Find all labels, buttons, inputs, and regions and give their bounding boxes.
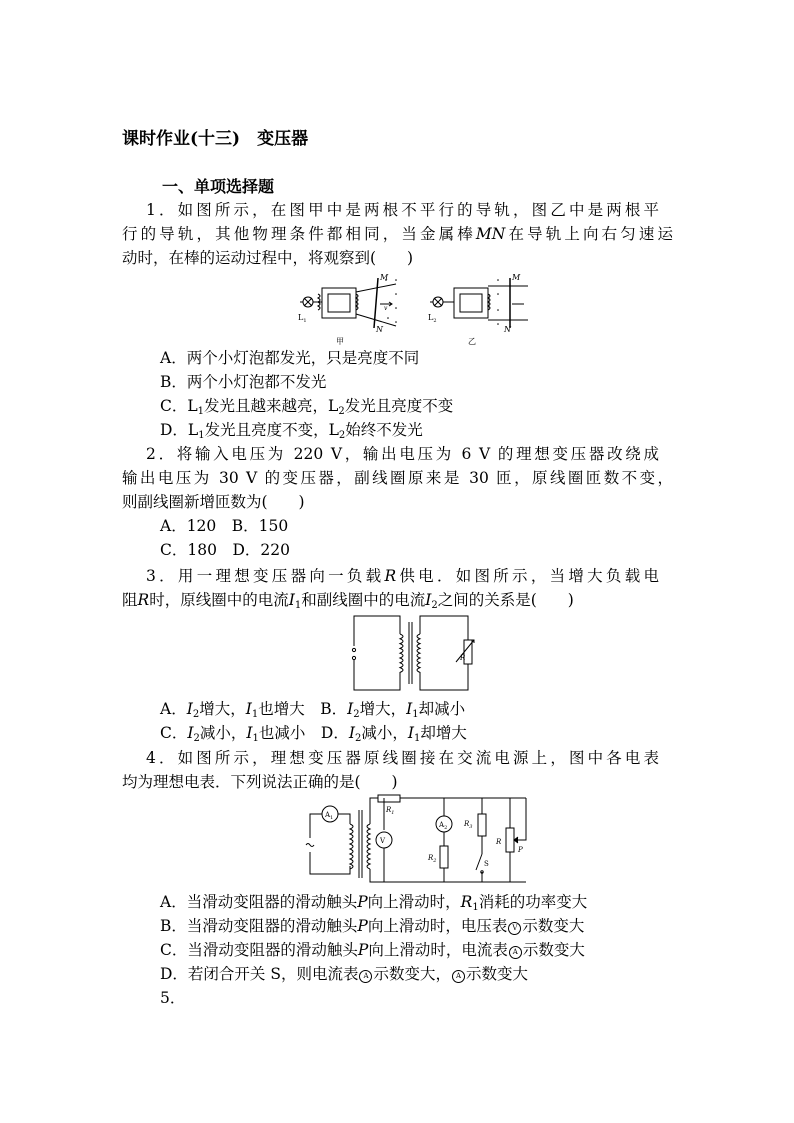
fig-label-r2: R <box>428 854 434 862</box>
terminal-icon <box>352 648 355 651</box>
q2-line-3: 则副线圈新增匝数为( ) <box>122 493 305 511</box>
q4-line-1: 4．如图所示，理想变压器原线圈接在交流电源上，图中各电表 <box>146 749 659 767</box>
q1-line-1: 1．如图所示，在图甲中是两根不平行的导轨，图乙中是两根平 <box>146 201 659 219</box>
fig-label-m: M <box>380 273 389 282</box>
fig-label-a1: A <box>325 811 331 819</box>
ac-source-icon <box>306 844 314 847</box>
q2-line-1: 2．将输入电压为 220 V，输出电压为 6 V 的理想变压器改绕成 <box>146 445 659 463</box>
q2-line-2: 输出电压为 30 V 的变压器，副线圈原来是 30 匝，原线圈匝数不变， <box>122 469 673 487</box>
svg-text:R3: $R_3$ <box>464 820 473 830</box>
voltmeter-symbol-icon: V <box>508 922 521 935</box>
fig-label-a2: A <box>439 821 445 829</box>
fig-label-n: N <box>376 325 383 334</box>
terminal-icon <box>352 656 355 659</box>
fig-label-v: V <box>380 837 386 845</box>
ammeter-symbol-icon: A <box>359 970 372 983</box>
fig-label-l2: $L_2$ <box>428 313 437 324</box>
fig-label-r: R <box>460 654 466 662</box>
q2-options-ab: A．120 B．150 <box>160 517 289 535</box>
q3-line-2: 阻R时，原线圈中的电流$I_1$和副线圈中的电流$I_2$之间的关系是( ) <box>122 591 574 611</box>
fig-label-r: R <box>496 838 502 846</box>
q1-line-3: 动时，在棒的运动过程中，将观察到( ) <box>122 249 414 267</box>
q1-option-a: A．两个小灯泡都发光，只是亮度不同 <box>160 349 420 367</box>
q2-options-cd: C．180 D．220 <box>160 541 290 559</box>
q4-option-c: C．当滑动变阻器的滑动触头P向上滑动时，电流表 A 示数变大 <box>160 941 585 959</box>
fig-label-v: v <box>384 305 388 312</box>
svg-text:A1: $A_1$ <box>325 811 334 821</box>
q4-option-a: A．当滑动变阻器的滑动触头P向上滑动时，$R_1$消耗的功率变大 <box>160 893 588 913</box>
svg-text:R2: $R_2$ <box>428 854 437 864</box>
q4-option-d: D．若闭合开关 S，则电流表 A 示数变大， A 示数变大 <box>160 965 529 983</box>
q3-options-ab: A．$I_2$增大，$I_1$也增大 B．$I_2$增大，$I_1$却减小 <box>160 700 466 720</box>
q1-line-2: 行的导轨，其他物理条件都相同，当金属棒MN在导轨上向右匀速运 <box>122 225 673 243</box>
resistor-r1-icon <box>378 795 400 802</box>
fig-label-s: S <box>484 860 489 868</box>
resistor-r2-icon <box>440 846 448 868</box>
fig-label-r1: R <box>386 806 392 814</box>
q1-figure <box>296 270 521 348</box>
resistor-r3-icon <box>478 814 486 836</box>
fig-label-m2: M <box>512 273 521 282</box>
rheostat-r-icon <box>506 828 514 852</box>
fig-label-p: P <box>518 846 523 854</box>
svg-text:R1: $R_1$ <box>386 806 395 816</box>
fig-caption-yi: 乙 <box>468 337 476 346</box>
q4-option-b: B．当滑动变阻器的滑动触头P向上滑动时，电压表 V 示数变大 <box>160 917 585 935</box>
q3-options-cd: C．$I_2$减小，$I_1$也减小 D．$I_2$减小，$I_1$却增大 <box>160 724 467 744</box>
switch-s-icon <box>476 854 482 870</box>
q5-line: 5． <box>160 989 186 1007</box>
section-heading: 一、单项选择题 <box>162 177 275 196</box>
page-title: 课时作业(十三) 变压器 <box>122 129 309 149</box>
q1-option-b: B．两个小灯泡都不发光 <box>160 373 327 391</box>
q1-option-d: D．$L_1$发光且亮度不变，$L_2$始终不发光 <box>160 421 423 441</box>
svg-text:A2: $A_2$ <box>439 821 448 831</box>
ammeter-symbol-icon: A <box>509 946 522 959</box>
fig-label-n2: N <box>504 325 511 334</box>
fig-label-l1: $L_1$ <box>298 313 307 324</box>
q3-figure <box>350 612 472 694</box>
fig-label-r3: R <box>464 820 470 828</box>
q4-line-2: 均为理想电表．下列说法正确的是( ) <box>122 773 398 791</box>
ammeter-symbol-icon: A <box>452 970 465 983</box>
fig-caption-jia: 甲 <box>336 337 344 346</box>
q3-line-1: 3．用一理想变压器向一负载R供电．如图所示，当增大负载电 <box>146 567 659 585</box>
q1-option-c: C．$L_1$发光且越来越亮，$L_2$发光且亮度不变 <box>160 397 454 417</box>
slider-p-icon <box>514 837 518 843</box>
q4-figure <box>304 794 530 886</box>
